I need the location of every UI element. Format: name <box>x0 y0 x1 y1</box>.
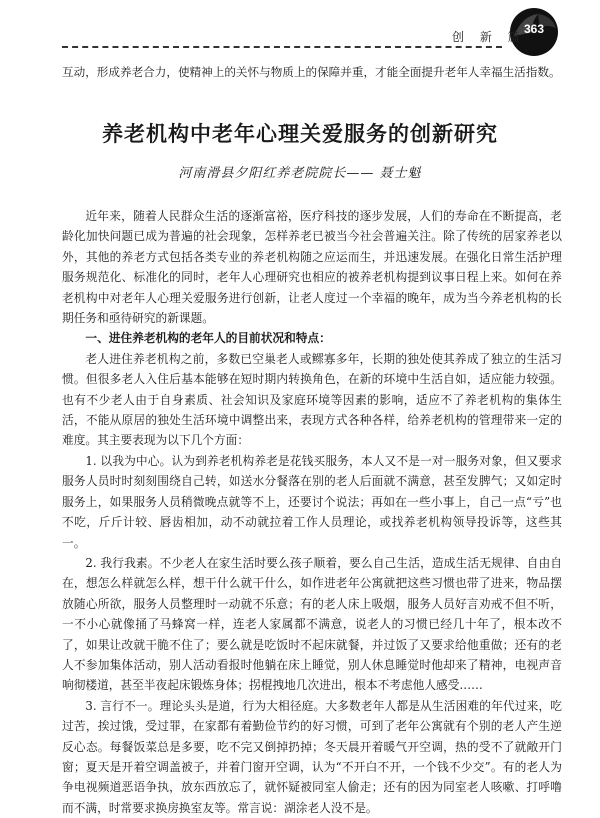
intro-paragraph: 互动，形成养老合力，使精神上的关怀与物质上的保障并重，才能全面提升老年人幸福生活指数。 <box>62 65 561 79</box>
header-divider <box>62 46 502 48</box>
list-item: 1. 以我为中心。认为到养老机构养老是花钱买服务，本人又不是一对一服务对象，但又要求服务人员时时刻刻围绕自己转，如送水分餐落在别的老人后面就不满意，甚至发脾气；又如定时服务上，如果服务人员稍微晚点就等不上，还要讨个说法；再如在一些小事上，自己一点“亏”也不吃，斤斤计较、唇齿相加，动不动就拉着工作人员理论，或找养老机构领导投诉等，这些其一。 <box>62 453 562 550</box>
list-item: 2. 我行我素。不少老人在家生活时要么孩子顺着，要么自己生活，造成生活无规律、自由自在，想怎么样就怎么样，想干什么就干什么，如作进老年公寓就把这些习惯也带了进来，物品摆放随心所欲，服务人员整理时一动就不乐意；有的老人床上吸烟，服务人员好言劝戒不但不听，一不小心就像捅了马蜂窝一样，连老人家属都不满意，说老人的习惯已经几十年了，根本改不了，如果让改就干脆不住了；要么就是吃饭时不起床就餐，并过饭了又要求给他重做；还有的老人不参加集体活动，别人活动看报时他躺在床上睡觉，别人休息睡觉时他却来了精神，电视声音响彻楼道，甚至半夜起床锻炼身体；拐棍拽地几次进出，根本不考虑他人感受…… <box>62 555 562 693</box>
section-heading: 一、进住养老机构的老年人的目前状况和特点： <box>85 331 331 346</box>
section-label: 创 新 篇 <box>452 30 526 44</box>
body-paragraph: 近年来，随着人民群众生活的逐渐富裕，医疗科技的逐步发展，人们的寿命在不断提高，老龄化加快问题已成为普遍的社会现象，怎样养老已被当今社会普遍关注。除了传统的居家养老以外，其他的养老方式包括各类专业的养老机构随之应运而生，并迅速发展。在强化日常生活护理服务规范化、标准化的同时，老年人心理研究也相应的被养老机构提到议事日程上来。如何在养老机构中对老年人心理关爱服务进行创新，让老人度过一个幸福的晚年，成为当今养老机构的长期任务和亟待研究的新课题。 <box>62 209 562 326</box>
body-paragraph: 老人进住养老机构之前，多数已空巢老人或鳏寡多年，长期的独处使其养成了独立的生活习惯。但很多老人入住后基本能够在短时期内转换角色，在新的环境中生活自如，适应能力较强。也有不少老人由于自身素质、社会知识及家庭环境等因素的影响，适应不了养老机构的集体生活，不能从原居的独处生活环境中调整出来，表现方式各种各样，给养老机构的管理带来一定的难度。其主要表现为以下几个方面： <box>62 351 562 448</box>
list-item: 3. 言行不一。理论头头是道，行为大相径庭。大多数老年人都是从生活困难的年代过来，吃过苦，挨过饿，受过罪，在家都有着勤俭节约的好习惯，可到了老年公寓就有个别的老人产生逆反心态。每餐饭菜总是多要，吃不完又倒掉扔掉；冬天晨开着暖气开空调，热的受不了就敞开门窗；夏天是开着空调盖被子，并着门窗开空调，认为“不开白不开，一个钱不少交”。有的老人为争电视频道恶语争执，放东西放忘了，就怀疑被同室人偷走；还有的因为同室老人咳嗽、打呼噜而不满，时常要求换房换室友等。常言说：湖涂老人没不是。 <box>62 698 562 815</box>
article-title: 养老机构中老年心理关爱服务的创新研究 <box>102 121 498 146</box>
page-number: 363 <box>523 22 545 36</box>
article-author: 河南滑县夕阳红养老院院长—— 聂士魁 <box>178 166 422 181</box>
article-body <box>62 206 562 818</box>
